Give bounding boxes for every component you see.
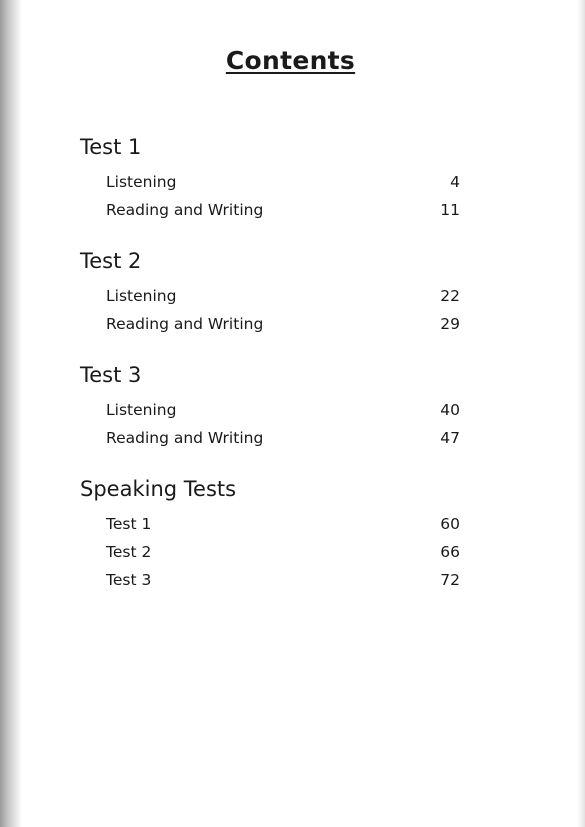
toc-entry xyxy=(80,396,460,424)
toc-entry xyxy=(80,566,460,594)
page-binding-shadow xyxy=(0,0,22,827)
entry-label: Reading and Writing xyxy=(106,201,264,219)
section-heading: Test 1 xyxy=(80,135,142,159)
entry-page-number: 22 xyxy=(440,287,460,305)
toc-entry xyxy=(80,282,460,310)
entry-label: Listening xyxy=(106,287,177,305)
section-heading: Test 2 xyxy=(80,249,142,273)
page-edge-shadow xyxy=(577,0,585,827)
entry-page-number: 4 xyxy=(450,173,460,191)
toc-entry xyxy=(80,538,460,566)
entry-label: Test 2 xyxy=(106,543,152,561)
entry-label: Test 1 xyxy=(106,515,152,533)
entry-label: Listening xyxy=(106,173,177,191)
section-heading: Speaking Tests xyxy=(80,477,237,501)
toc-section-test-1 xyxy=(80,132,460,224)
entry-page-number: 11 xyxy=(440,201,460,219)
toc-entry xyxy=(80,310,460,338)
entry-page-number: 66 xyxy=(440,543,460,561)
table-of-contents xyxy=(80,132,460,616)
toc-section-test-2 xyxy=(80,246,460,338)
toc-entry xyxy=(80,424,460,452)
entry-page-number: 29 xyxy=(440,315,460,333)
section-heading: Test 3 xyxy=(80,363,142,387)
toc-section-speaking-tests xyxy=(80,474,460,594)
toc-entry xyxy=(80,510,460,538)
entry-label: Reading and Writing xyxy=(106,429,264,447)
entry-page-number: 72 xyxy=(440,571,460,589)
entry-label: Reading and Writing xyxy=(106,315,264,333)
entry-page-number: 40 xyxy=(440,401,460,419)
page-title: Contents xyxy=(225,46,356,75)
entry-page-number: 60 xyxy=(440,515,460,533)
toc-section-test-3 xyxy=(80,360,460,452)
toc-entry xyxy=(80,196,460,224)
entry-label: Test 3 xyxy=(106,571,152,589)
toc-entry xyxy=(80,168,460,196)
entry-page-number: 47 xyxy=(440,429,460,447)
entry-label: Listening xyxy=(106,401,177,419)
